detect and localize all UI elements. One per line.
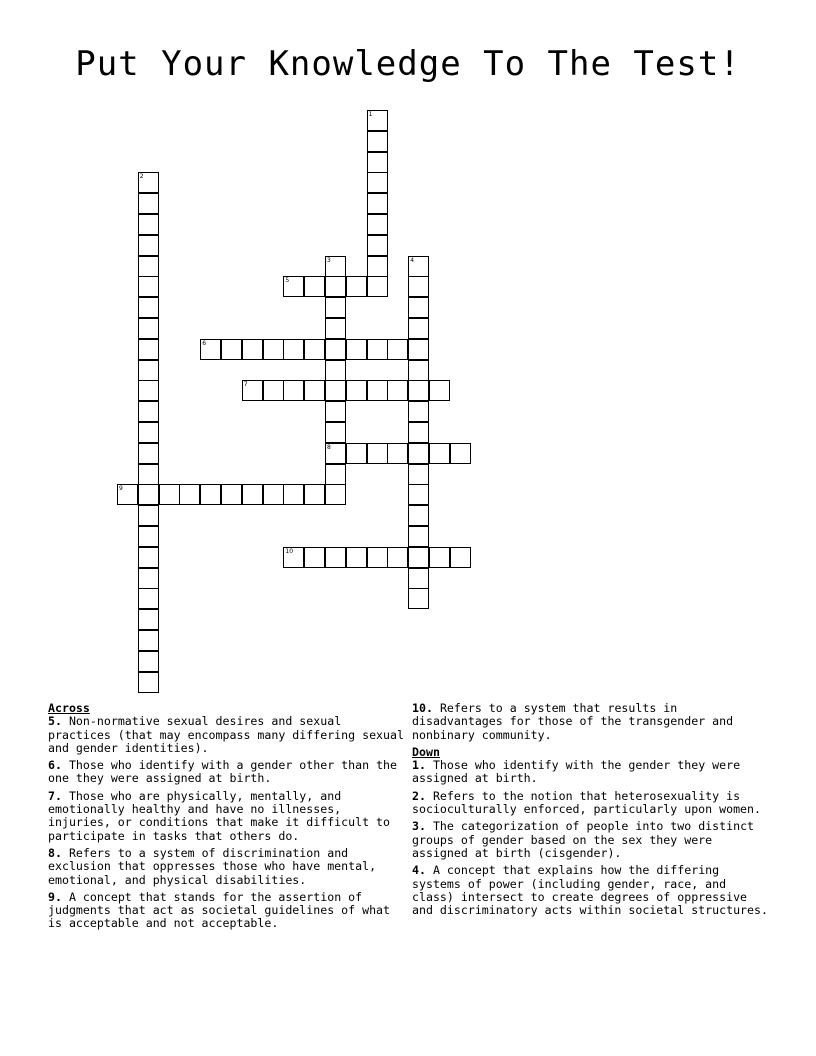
across-clue-9 bbox=[48, 891, 408, 931]
grid-cell[interactable] bbox=[408, 547, 429, 568]
down-clue-2 bbox=[412, 790, 772, 817]
grid-cell[interactable] bbox=[304, 484, 325, 505]
grid-cell[interactable] bbox=[367, 214, 388, 235]
grid-cell[interactable] bbox=[346, 339, 367, 360]
grid-cell[interactable] bbox=[325, 401, 346, 422]
clue-number: 6. bbox=[48, 758, 62, 773]
grid-cell[interactable] bbox=[138, 672, 159, 693]
across-clue-5 bbox=[48, 715, 408, 755]
grid-cell[interactable] bbox=[325, 422, 346, 443]
grid-cell[interactable] bbox=[304, 339, 325, 360]
grid-cell-7[interactable] bbox=[242, 380, 263, 401]
grid-cell[interactable] bbox=[138, 464, 159, 485]
across-clue-8 bbox=[48, 847, 408, 887]
across-clue-6 bbox=[48, 759, 408, 786]
grid-cell[interactable] bbox=[325, 318, 346, 339]
grid-cell[interactable] bbox=[429, 443, 450, 464]
across-heading: Across bbox=[48, 701, 90, 715]
cell-number: 5 bbox=[285, 277, 290, 285]
grid-cell[interactable] bbox=[408, 484, 429, 505]
clue-text: The categorization of people into two distinct groups of gender based on the sex they were assigned at birth (cisgender). bbox=[412, 819, 755, 860]
grid-cell[interactable] bbox=[408, 380, 429, 401]
grid-cell[interactable] bbox=[325, 380, 346, 401]
clue-text: Refers to a system of discrimination and exclusion that oppresses those who have mental, emotional, and physical disabilities. bbox=[48, 845, 377, 887]
cell-number: 4 bbox=[410, 256, 415, 264]
grid-cell-5[interactable] bbox=[283, 276, 304, 297]
across-clue-10 bbox=[412, 702, 772, 742]
grid-cell[interactable] bbox=[367, 193, 388, 214]
grid-cell-2[interactable] bbox=[138, 172, 159, 193]
grid-cell[interactable] bbox=[408, 318, 429, 339]
grid-cell[interactable] bbox=[138, 276, 159, 297]
grid-cell[interactable] bbox=[283, 339, 304, 360]
grid-cell[interactable] bbox=[325, 297, 346, 318]
grid-cell[interactable] bbox=[325, 464, 346, 485]
grid-cell[interactable] bbox=[138, 235, 159, 256]
grid-cell[interactable] bbox=[138, 526, 159, 547]
grid-cell[interactable] bbox=[387, 380, 408, 401]
cell-number: 2 bbox=[139, 173, 144, 181]
clue-number: 8. bbox=[48, 845, 62, 860]
grid-cell[interactable] bbox=[263, 380, 284, 401]
grid-cell[interactable] bbox=[429, 380, 450, 401]
grid-cell[interactable] bbox=[304, 547, 325, 568]
grid-cell[interactable] bbox=[429, 547, 450, 568]
grid-cell[interactable] bbox=[138, 256, 159, 277]
clue-number: 3. bbox=[412, 819, 426, 834]
grid-cell[interactable] bbox=[387, 339, 408, 360]
grid-cell[interactable] bbox=[283, 484, 304, 505]
grid-cell[interactable] bbox=[387, 547, 408, 568]
grid-cell[interactable] bbox=[325, 360, 346, 381]
down-clue-1 bbox=[412, 759, 772, 786]
grid-cell[interactable] bbox=[408, 401, 429, 422]
grid-cell[interactable] bbox=[200, 484, 221, 505]
clue-text: Those who are physically, mentally, and emotionally healthy and have no illnesses, injuries, or conditions that make it difficult to participate in tasks that others do. bbox=[48, 788, 391, 843]
grid-cell[interactable] bbox=[221, 484, 242, 505]
cell-number: 8 bbox=[327, 443, 331, 451]
grid-cell-9[interactable] bbox=[117, 484, 138, 505]
grid-cell[interactable] bbox=[367, 172, 388, 193]
grid-cell[interactable] bbox=[408, 443, 429, 464]
grid-cell[interactable] bbox=[367, 256, 388, 277]
page-title: Put Your Knowledge To The Test! bbox=[75, 44, 741, 84]
grid-cell[interactable] bbox=[408, 505, 429, 526]
grid-cell[interactable] bbox=[138, 568, 159, 589]
grid-cell-3[interactable] bbox=[325, 256, 346, 277]
clue-text: A concept that stands for the assertion of judgments that act as societal guidelines of what is acceptable and not acceptable. bbox=[48, 889, 391, 931]
grid-cell[interactable] bbox=[367, 131, 388, 152]
grid-cell[interactable] bbox=[346, 443, 367, 464]
grid-cell[interactable] bbox=[408, 464, 429, 485]
grid-cell[interactable] bbox=[450, 547, 471, 568]
down-heading: Down bbox=[412, 744, 440, 759]
grid-cell-6[interactable] bbox=[200, 339, 221, 360]
grid-cell[interactable] bbox=[138, 651, 159, 672]
grid-cell[interactable] bbox=[242, 484, 263, 505]
cell-number: 6 bbox=[202, 339, 207, 347]
grid-cell[interactable] bbox=[408, 297, 429, 318]
grid-cell[interactable] bbox=[408, 360, 429, 381]
clue-text: A concept that explains how the differing systems of power (including gender, race, and class) intersect to create degrees of oppressive and discriminatory acts within societal structures. bbox=[412, 863, 768, 918]
clue-number: 1. bbox=[412, 758, 426, 773]
grid-cell[interactable] bbox=[138, 214, 159, 235]
grid-cell[interactable] bbox=[408, 339, 429, 360]
clue-text: Non-normative sexual desires and sexual practices (that may encompass many differing sexual and gender identities). bbox=[48, 714, 404, 755]
grid-cell[interactable] bbox=[346, 276, 367, 297]
grid-cell[interactable] bbox=[138, 193, 159, 214]
clue-number: 10. bbox=[412, 701, 433, 715]
grid-cell[interactable] bbox=[138, 401, 159, 422]
clue-number: 9. bbox=[48, 889, 62, 904]
grid-cell[interactable] bbox=[387, 443, 408, 464]
grid-cell[interactable] bbox=[138, 547, 159, 568]
grid-cell[interactable] bbox=[138, 588, 159, 609]
grid-cell[interactable] bbox=[367, 152, 388, 173]
clue-number: 2. bbox=[412, 788, 426, 803]
grid-cell[interactable] bbox=[325, 484, 346, 505]
clue-text: Refers to a system that results in disadvantages for those of the transgender and nonbinary community. bbox=[412, 701, 734, 742]
grid-cell[interactable] bbox=[325, 276, 346, 297]
grid-cell[interactable] bbox=[325, 547, 346, 568]
grid-cell-10[interactable] bbox=[283, 547, 304, 568]
cell-number: 10 bbox=[285, 547, 294, 555]
down-clue-4 bbox=[412, 864, 772, 917]
grid-cell[interactable] bbox=[408, 276, 429, 297]
grid-cell[interactable] bbox=[367, 443, 388, 464]
grid-cell[interactable] bbox=[304, 276, 325, 297]
grid-cell-4[interactable] bbox=[408, 256, 429, 277]
cell-number: 9 bbox=[119, 485, 123, 493]
grid-cell[interactable] bbox=[221, 339, 242, 360]
grid-cell[interactable] bbox=[138, 484, 159, 505]
grid-cell[interactable] bbox=[138, 360, 159, 381]
grid-cell[interactable] bbox=[408, 568, 429, 589]
down-clue-3 bbox=[412, 820, 772, 860]
grid-cell[interactable] bbox=[138, 443, 159, 464]
grid-cell[interactable] bbox=[408, 588, 429, 609]
grid-cell[interactable] bbox=[367, 235, 388, 256]
grid-cell[interactable] bbox=[367, 339, 388, 360]
grid-cell[interactable] bbox=[283, 380, 304, 401]
grid-cell[interactable] bbox=[325, 339, 346, 360]
clue-text: Those who identify with the gender they were assigned at birth. bbox=[412, 758, 741, 786]
grid-cell[interactable] bbox=[179, 484, 200, 505]
clue-text: Refers to the notion that heterosexuality is socioculturally enforced, particularly upon women. bbox=[412, 788, 762, 817]
grid-cell[interactable] bbox=[138, 630, 159, 651]
clue-number: 5. bbox=[48, 714, 62, 729]
across-clue-7 bbox=[48, 790, 408, 843]
grid-cell[interactable] bbox=[138, 422, 159, 443]
grid-cell[interactable] bbox=[138, 609, 159, 630]
grid-cell[interactable] bbox=[346, 380, 367, 401]
grid-cell[interactable] bbox=[408, 526, 429, 547]
grid-cell[interactable] bbox=[263, 339, 284, 360]
grid-cell[interactable] bbox=[263, 484, 284, 505]
grid-cell-8[interactable] bbox=[325, 443, 346, 464]
grid-cell[interactable] bbox=[138, 505, 159, 526]
clues-column-right bbox=[412, 702, 772, 921]
grid-cell[interactable] bbox=[346, 547, 367, 568]
clue-text: Those who identify with a gender other than the one they were assigned at birth. bbox=[48, 758, 398, 786]
grid-cell[interactable] bbox=[242, 339, 263, 360]
grid-cell-1[interactable] bbox=[367, 110, 388, 131]
grid-cell[interactable] bbox=[138, 318, 159, 339]
cell-number: 3 bbox=[327, 256, 331, 264]
cell-number: 7 bbox=[243, 381, 248, 389]
grid-cell[interactable] bbox=[367, 547, 388, 568]
grid-cell[interactable] bbox=[159, 484, 180, 505]
cell-number: 1 bbox=[368, 111, 373, 118]
clue-number: 7. bbox=[48, 788, 62, 803]
clue-number: 4. bbox=[412, 863, 426, 878]
grid-cell[interactable] bbox=[138, 339, 159, 360]
grid-cell[interactable] bbox=[450, 443, 471, 464]
clues-column-left bbox=[48, 702, 408, 935]
grid-cell[interactable] bbox=[138, 380, 159, 401]
grid-cell[interactable] bbox=[304, 380, 325, 401]
grid-cell[interactable] bbox=[138, 297, 159, 318]
grid-cell[interactable] bbox=[408, 422, 429, 443]
grid-cell[interactable] bbox=[367, 380, 388, 401]
grid-cell[interactable] bbox=[367, 276, 388, 297]
